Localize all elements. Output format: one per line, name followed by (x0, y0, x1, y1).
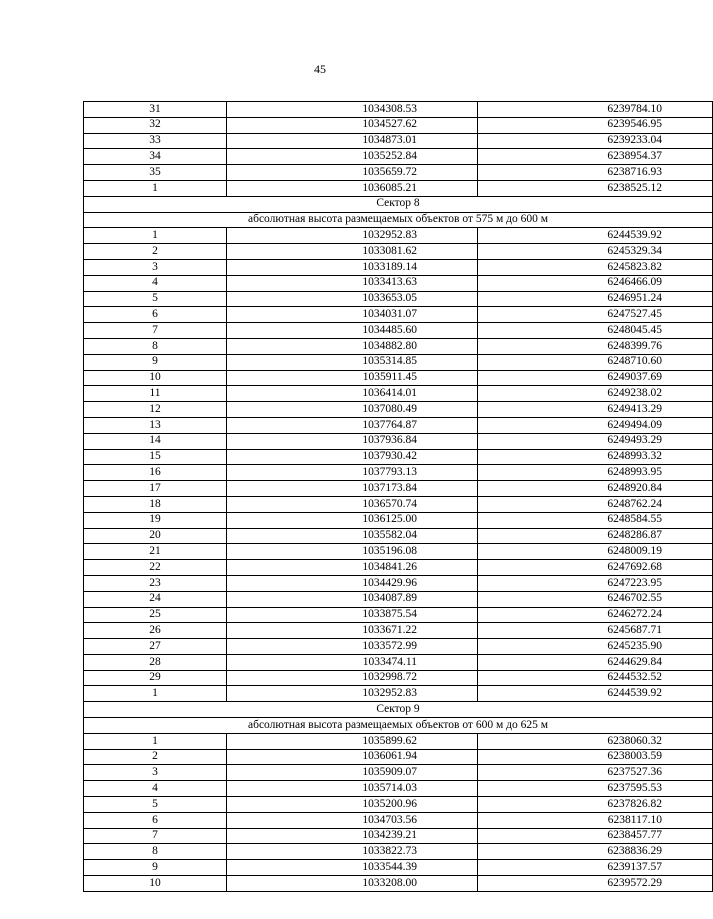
section-heading-row (84, 718, 713, 734)
y-coordinate-cell: 6248993.32 (478, 449, 713, 465)
y-coordinate-cell: 6238525.12 (478, 180, 713, 196)
point-number-cell: 15 (84, 449, 227, 465)
x-coordinate-cell: 1035252.84 (227, 149, 478, 165)
x-coordinate-cell: 1034031.07 (227, 307, 478, 323)
x-coordinate-cell: 1035200.96 (227, 797, 478, 813)
table-row (84, 607, 713, 623)
y-coordinate-cell: 6248584.55 (478, 512, 713, 528)
table-row (84, 433, 713, 449)
point-number-cell: 22 (84, 560, 227, 576)
point-number-cell: 7 (84, 323, 227, 339)
x-coordinate-cell: 1037793.13 (227, 465, 478, 481)
section-heading-row (84, 196, 713, 212)
table-row (84, 133, 713, 149)
point-number-cell: 9 (84, 860, 227, 876)
page-number: 45 (314, 62, 326, 76)
x-coordinate-cell: 1036570.74 (227, 496, 478, 512)
x-coordinate-cell: 1033189.14 (227, 259, 478, 275)
point-number-cell: 11 (84, 386, 227, 402)
y-coordinate-cell: 6239233.04 (478, 133, 713, 149)
x-coordinate-cell: 1036085.21 (227, 180, 478, 196)
point-number-cell: 24 (84, 591, 227, 607)
x-coordinate-cell: 1037764.87 (227, 417, 478, 433)
point-number-cell: 35 (84, 165, 227, 181)
point-number-cell: 12 (84, 402, 227, 418)
x-coordinate-cell: 1034873.01 (227, 133, 478, 149)
table-row (84, 670, 713, 686)
x-coordinate-cell: 1034841.26 (227, 560, 478, 576)
x-coordinate-cell: 1035911.45 (227, 370, 478, 386)
point-number-cell: 32 (84, 117, 227, 133)
y-coordinate-cell: 6246466.09 (478, 275, 713, 291)
table-row (84, 117, 713, 133)
table-row (84, 781, 713, 797)
point-number-cell: 1 (84, 228, 227, 244)
y-coordinate-cell: 6247527.45 (478, 307, 713, 323)
y-coordinate-cell: 6238836.29 (478, 844, 713, 860)
point-number-cell: 28 (84, 654, 227, 670)
table-row (84, 828, 713, 844)
table-row (84, 275, 713, 291)
point-number-cell: 19 (84, 512, 227, 528)
table-row (84, 765, 713, 781)
table-row (84, 544, 713, 560)
table-row (84, 623, 713, 639)
point-number-cell: 10 (84, 370, 227, 386)
x-coordinate-cell: 1037930.42 (227, 449, 478, 465)
table-row (84, 244, 713, 260)
y-coordinate-cell: 6246951.24 (478, 291, 713, 307)
y-coordinate-cell: 6249413.29 (478, 402, 713, 418)
y-coordinate-cell: 6249493.29 (478, 433, 713, 449)
section-heading: Сектор 9 (84, 702, 713, 718)
x-coordinate-cell: 1037080.49 (227, 402, 478, 418)
x-coordinate-cell: 1035582.04 (227, 528, 478, 544)
x-coordinate-cell: 1033875.54 (227, 607, 478, 623)
point-number-cell: 8 (84, 338, 227, 354)
x-coordinate-cell: 1033208.00 (227, 876, 478, 892)
y-coordinate-cell: 6248710.60 (478, 354, 713, 370)
x-coordinate-cell: 1035909.07 (227, 765, 478, 781)
section-heading-row (84, 702, 713, 718)
coordinates-table (83, 101, 713, 892)
point-number-cell: 18 (84, 496, 227, 512)
point-number-cell: 6 (84, 812, 227, 828)
y-coordinate-cell: 6244629.84 (478, 654, 713, 670)
point-number-cell: 14 (84, 433, 227, 449)
point-number-cell: 9 (84, 354, 227, 370)
y-coordinate-cell: 6237826.82 (478, 797, 713, 813)
table-row (84, 860, 713, 876)
table-row (84, 654, 713, 670)
y-coordinate-cell: 6238716.93 (478, 165, 713, 181)
point-number-cell: 3 (84, 259, 227, 275)
point-number-cell: 3 (84, 765, 227, 781)
y-coordinate-cell: 6249238.02 (478, 386, 713, 402)
point-number-cell: 13 (84, 417, 227, 433)
point-number-cell: 23 (84, 575, 227, 591)
y-coordinate-cell: 6247223.95 (478, 575, 713, 591)
y-coordinate-cell: 6248286.87 (478, 528, 713, 544)
x-coordinate-cell: 1036125.00 (227, 512, 478, 528)
table-row (84, 402, 713, 418)
table-row (84, 180, 713, 196)
point-number-cell: 1 (84, 733, 227, 749)
x-coordinate-cell: 1033474.11 (227, 654, 478, 670)
x-coordinate-cell: 1034239.21 (227, 828, 478, 844)
x-coordinate-cell: 1035899.62 (227, 733, 478, 749)
x-coordinate-cell: 1034882.80 (227, 338, 478, 354)
y-coordinate-cell: 6248920.84 (478, 481, 713, 497)
point-number-cell: 5 (84, 291, 227, 307)
x-coordinate-cell: 1034485.60 (227, 323, 478, 339)
x-coordinate-cell: 1032952.83 (227, 228, 478, 244)
table-row (84, 259, 713, 275)
x-coordinate-cell: 1033572.99 (227, 639, 478, 655)
coordinates-table-body (84, 102, 713, 892)
y-coordinate-cell: 6239546.95 (478, 117, 713, 133)
table-row (84, 481, 713, 497)
x-coordinate-cell: 1036061.94 (227, 749, 478, 765)
point-number-cell: 27 (84, 639, 227, 655)
point-number-cell: 17 (84, 481, 227, 497)
section-heading-row (84, 212, 713, 228)
point-number-cell: 20 (84, 528, 227, 544)
y-coordinate-cell: 6248762.24 (478, 496, 713, 512)
table-row (84, 338, 713, 354)
point-number-cell: 26 (84, 623, 227, 639)
table-row (84, 512, 713, 528)
point-number-cell: 2 (84, 749, 227, 765)
x-coordinate-cell: 1033081.62 (227, 244, 478, 260)
table-row (84, 149, 713, 165)
point-number-cell: 2 (84, 244, 227, 260)
y-coordinate-cell: 6237595.53 (478, 781, 713, 797)
section-heading: абсолютная высота размещаемых объектов от 575 м до 600 м (84, 212, 713, 228)
x-coordinate-cell: 1034429.96 (227, 575, 478, 591)
point-number-cell: 1 (84, 686, 227, 702)
y-coordinate-cell: 6244539.92 (478, 686, 713, 702)
point-number-cell: 4 (84, 781, 227, 797)
point-number-cell: 25 (84, 607, 227, 623)
table-row (84, 749, 713, 765)
point-number-cell: 16 (84, 465, 227, 481)
y-coordinate-cell: 6238003.59 (478, 749, 713, 765)
x-coordinate-cell: 1033671.22 (227, 623, 478, 639)
table-row (84, 496, 713, 512)
table-row (84, 165, 713, 181)
y-coordinate-cell: 6245823.82 (478, 259, 713, 275)
point-number-cell: 29 (84, 670, 227, 686)
section-heading: абсолютная высота размещаемых объектов от 600 м до 625 м (84, 718, 713, 734)
table-row (84, 797, 713, 813)
section-heading: Сектор 8 (84, 196, 713, 212)
x-coordinate-cell: 1035714.03 (227, 781, 478, 797)
y-coordinate-cell: 6238060.32 (478, 733, 713, 749)
table-row (84, 370, 713, 386)
y-coordinate-cell: 6248399.76 (478, 338, 713, 354)
table-row (84, 639, 713, 655)
y-coordinate-cell: 6239137.57 (478, 860, 713, 876)
table-row (84, 449, 713, 465)
x-coordinate-cell: 1032998.72 (227, 670, 478, 686)
x-coordinate-cell: 1034703.56 (227, 812, 478, 828)
x-coordinate-cell: 1034087.89 (227, 591, 478, 607)
x-coordinate-cell: 1034308.53 (227, 102, 478, 118)
point-number-cell: 34 (84, 149, 227, 165)
table-row (84, 228, 713, 244)
x-coordinate-cell: 1033544.39 (227, 860, 478, 876)
table-row (84, 528, 713, 544)
table-row (84, 575, 713, 591)
table-row (84, 733, 713, 749)
table-row (84, 307, 713, 323)
y-coordinate-cell: 6239572.29 (478, 876, 713, 892)
y-coordinate-cell: 6246272.24 (478, 607, 713, 623)
y-coordinate-cell: 6249494.09 (478, 417, 713, 433)
table-row (84, 686, 713, 702)
table-row (84, 465, 713, 481)
table-row (84, 386, 713, 402)
x-coordinate-cell: 1033653.05 (227, 291, 478, 307)
table-row (84, 102, 713, 118)
y-coordinate-cell: 6238954.37 (478, 149, 713, 165)
x-coordinate-cell: 1035659.72 (227, 165, 478, 181)
point-number-cell: 5 (84, 797, 227, 813)
table-row (84, 812, 713, 828)
x-coordinate-cell: 1035196.08 (227, 544, 478, 560)
point-number-cell: 21 (84, 544, 227, 560)
y-coordinate-cell: 6249037.69 (478, 370, 713, 386)
point-number-cell: 6 (84, 307, 227, 323)
table-row (84, 323, 713, 339)
y-coordinate-cell: 6246702.55 (478, 591, 713, 607)
x-coordinate-cell: 1034527.62 (227, 117, 478, 133)
table-row (84, 591, 713, 607)
x-coordinate-cell: 1032952.83 (227, 686, 478, 702)
y-coordinate-cell: 6244532.52 (478, 670, 713, 686)
y-coordinate-cell: 6238457.77 (478, 828, 713, 844)
point-number-cell: 8 (84, 844, 227, 860)
y-coordinate-cell: 6248045.45 (478, 323, 713, 339)
point-number-cell: 1 (84, 180, 227, 196)
point-number-cell: 10 (84, 876, 227, 892)
x-coordinate-cell: 1037936.84 (227, 433, 478, 449)
x-coordinate-cell: 1035314.85 (227, 354, 478, 370)
y-coordinate-cell: 6238117.10 (478, 812, 713, 828)
y-coordinate-cell: 6245687.71 (478, 623, 713, 639)
x-coordinate-cell: 1037173.84 (227, 481, 478, 497)
point-number-cell: 7 (84, 828, 227, 844)
table-row (84, 560, 713, 576)
x-coordinate-cell: 1036414.01 (227, 386, 478, 402)
y-coordinate-cell: 6248009.19 (478, 544, 713, 560)
table-row (84, 876, 713, 892)
point-number-cell: 31 (84, 102, 227, 118)
x-coordinate-cell: 1033822.73 (227, 844, 478, 860)
table-row (84, 291, 713, 307)
y-coordinate-cell: 6247692.68 (478, 560, 713, 576)
y-coordinate-cell: 6237527.36 (478, 765, 713, 781)
y-coordinate-cell: 6248993.95 (478, 465, 713, 481)
table-row (84, 417, 713, 433)
point-number-cell: 33 (84, 133, 227, 149)
y-coordinate-cell: 6244539.92 (478, 228, 713, 244)
point-number-cell: 4 (84, 275, 227, 291)
x-coordinate-cell: 1033413.63 (227, 275, 478, 291)
y-coordinate-cell: 6245329.34 (478, 244, 713, 260)
table-row (84, 844, 713, 860)
y-coordinate-cell: 6245235.90 (478, 639, 713, 655)
table-row (84, 354, 713, 370)
y-coordinate-cell: 6239784.10 (478, 102, 713, 118)
